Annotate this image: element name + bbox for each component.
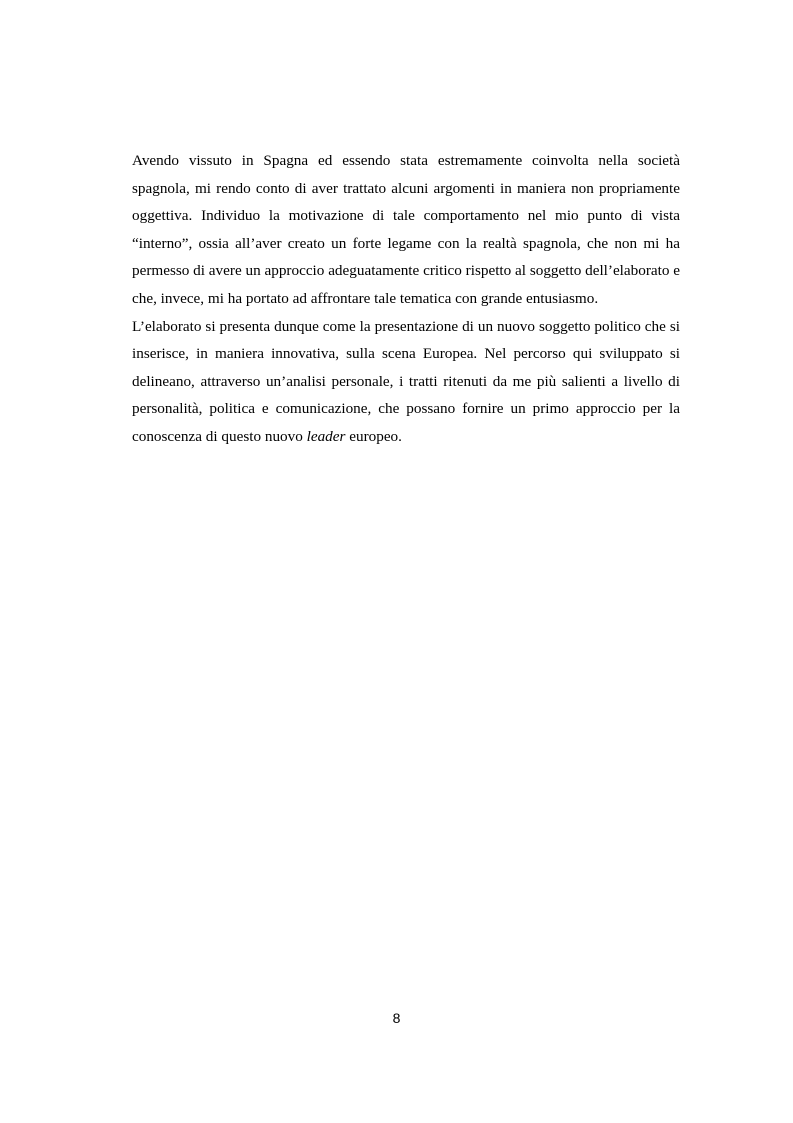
page-number: 8 [392, 1010, 401, 1026]
paragraph-1: Avendo vissuto in Spagna ed essendo stata estremamente coinvolta nella società spagnola, mi rendo conto di aver trattato alcuni argomenti in maniera non propriamente oggettiva. Individuo la motivazione di tale comportamento nel mio punto di vista “interno”, ossia all’aver creato un forte legame con la realtà spagnola, che non mi ha permesso di avere un approccio adeguatamente critico rispetto al soggetto dell’elaborato e che, invece, mi ha portato ad affrontare tale tematica con grande entusiasmo. [132, 152, 680, 307]
paragraph-2-text-end: europeo. [345, 427, 402, 445]
paragraph-2-italic-word: leader [306, 427, 346, 445]
paragraph-2-text-start: L’elaborato si presenta dunque come la presentazione di un nuovo soggetto politico che si inserisce, in maniera innovativa, sulla scena Europea. Nel percorso qui sviluppato si delineano, attraverso un’analisi personale, i tratti ritenuti da me più salienti a livello di personalità, politica e comunicazione, che possano fornire un primo approccio per la conoscenza di questo nuovo [132, 317, 680, 445]
body-text [132, 147, 680, 451]
paragraph-2 [132, 313, 680, 451]
